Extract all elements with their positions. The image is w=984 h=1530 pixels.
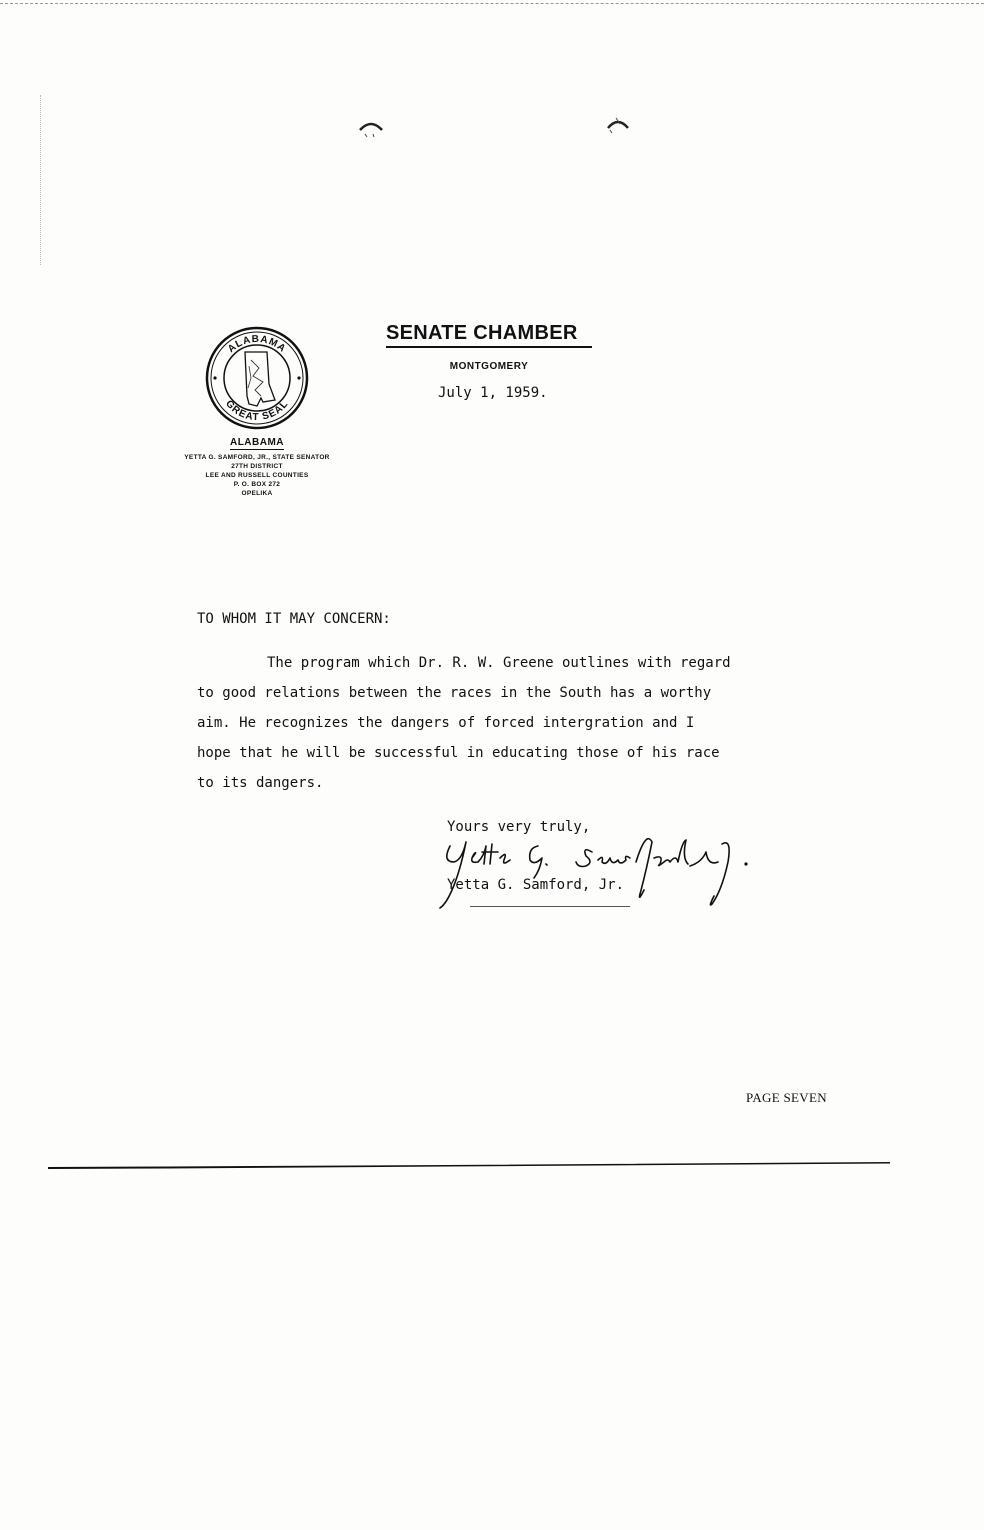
letter-date: July 1, 1959. bbox=[438, 385, 548, 401]
body-line: aim. He recognizes the dangers of forced intergration and I bbox=[197, 715, 695, 731]
body-line: to good relations between the races in the South has a worthy bbox=[197, 685, 712, 701]
letterhead-counties: LEE AND RUSSELL COUNTIES bbox=[205, 472, 309, 479]
page-number-label: PAGE SEVEN bbox=[746, 1090, 827, 1105]
letterhead-city: MONTGOMERY bbox=[449, 361, 529, 372]
letterhead-district: 27TH DISTRICT bbox=[231, 463, 283, 470]
letterhead-state: ALABAMA bbox=[229, 437, 285, 448]
letter-closing: Yours very truly, bbox=[447, 819, 591, 835]
handwritten-signature bbox=[432, 832, 762, 912]
seal-top-text: ALABAMA bbox=[225, 333, 289, 356]
body-line: to its dangers. bbox=[197, 775, 324, 791]
letterhead-senator: YETTA G. SAMFORD, JR., STATE SENATOR bbox=[184, 454, 330, 461]
left-scan-edge bbox=[40, 95, 41, 265]
bottom-rule bbox=[48, 1160, 890, 1170]
letter-body bbox=[197, 655, 787, 805]
body-line: hope that he will be successful in educating those of his race bbox=[197, 745, 720, 761]
alabama-great-seal bbox=[205, 326, 309, 430]
senator-letterhead-block bbox=[150, 432, 364, 498]
letterhead-title: SENATE CHAMBER bbox=[386, 322, 592, 348]
top-scan-edge bbox=[0, 3, 984, 4]
punch-mark-right bbox=[604, 114, 634, 136]
seal-bottom-text: GREAT SEAL bbox=[223, 398, 291, 424]
letterhead-town: OPELIKA bbox=[241, 490, 273, 497]
punch-mark-left bbox=[356, 118, 386, 138]
letterhead-po-box: P. O. BOX 272 bbox=[233, 481, 281, 488]
body-line: The program which Dr. R. W. Greene outlines with regard bbox=[267, 655, 731, 671]
signature-line bbox=[470, 906, 630, 907]
signer-name: Yetta G. Samford, Jr. bbox=[447, 877, 625, 893]
letter-salutation: TO WHOM IT MAY CONCERN: bbox=[197, 611, 391, 627]
